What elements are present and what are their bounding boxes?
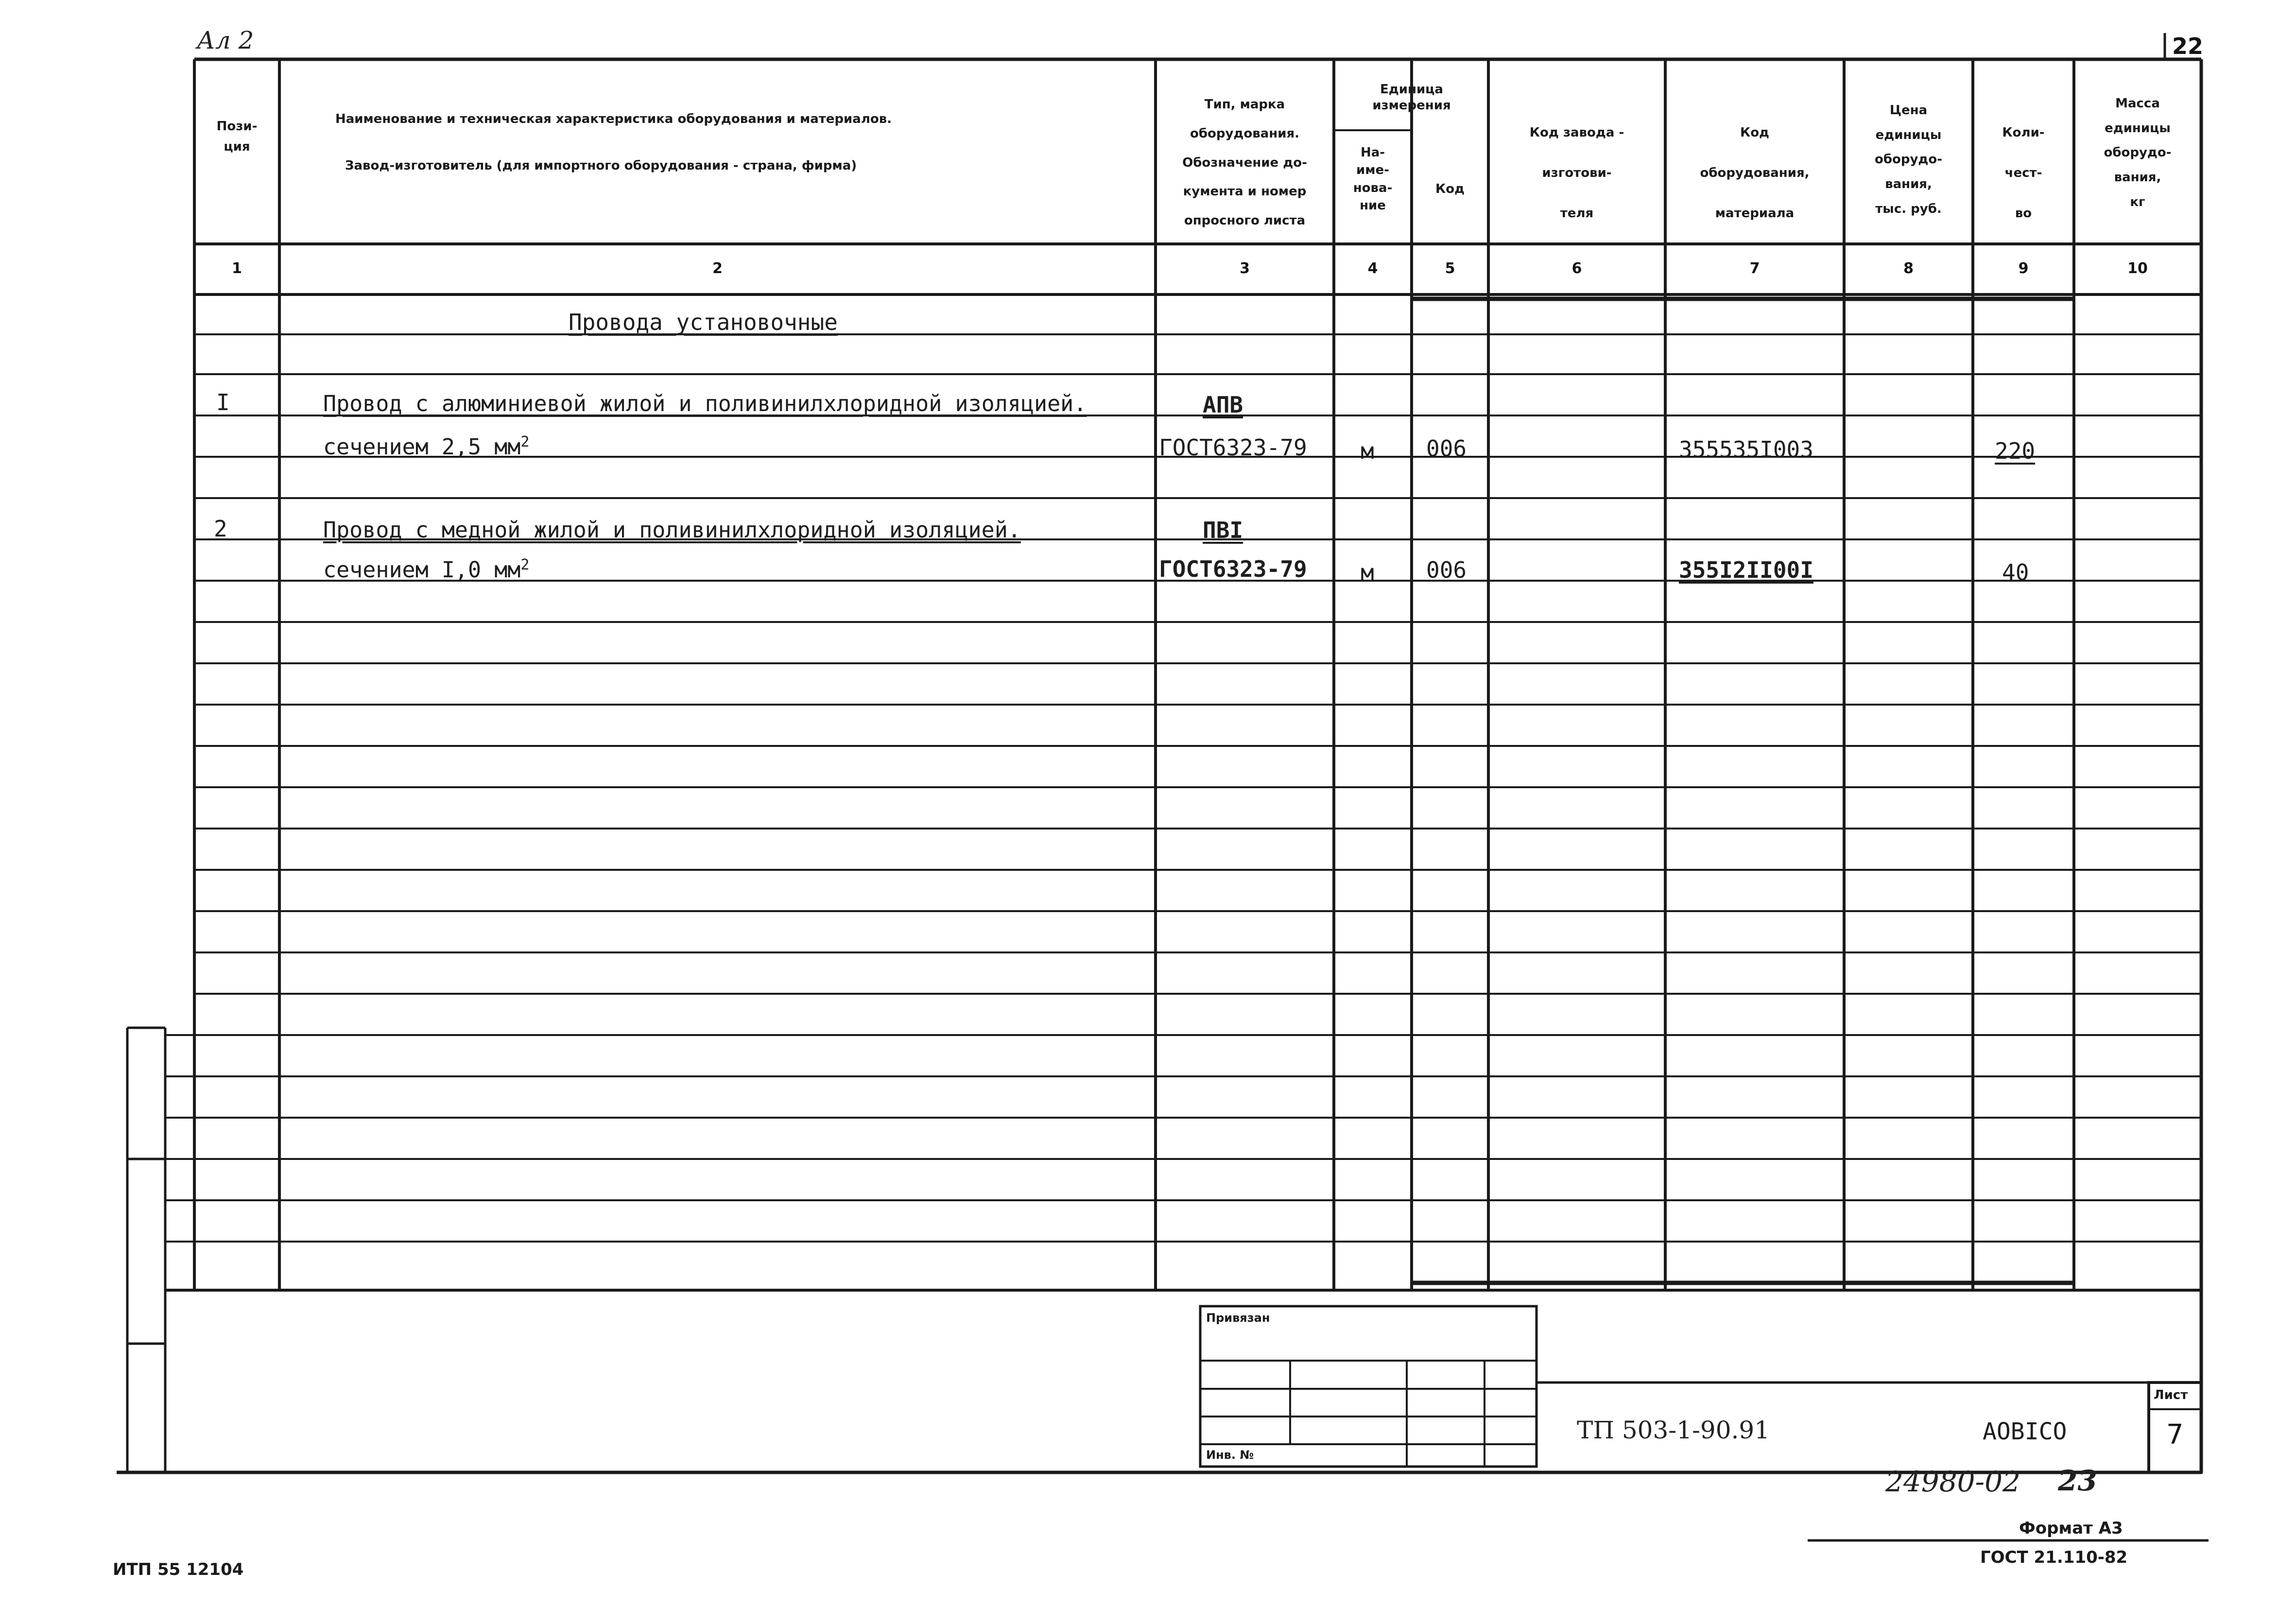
item-1-material-code: 355535I003 bbox=[1679, 436, 1813, 463]
item-1-standard: ГОСТ6323-79 bbox=[1159, 434, 1307, 461]
doc-name: АОВIСО bbox=[1983, 1418, 2067, 1445]
col-header-name-line1: Наименование и техническая характеристика оборудования и материалов. bbox=[335, 112, 892, 126]
col-header-unit-group: Единица измерения bbox=[1372, 82, 1451, 113]
item-2-name-line2 bbox=[323, 558, 529, 581]
item-2-name-sup: 2 bbox=[520, 556, 530, 573]
col-header-name-line2: Завод-изготовитель (для импортного оборудования - страна, фирма) bbox=[345, 158, 857, 173]
col-number-5: 5 bbox=[1445, 260, 1455, 277]
item-2-standard: ГОСТ6323-79 bbox=[1159, 556, 1307, 582]
item-1-name-line1: Провод с алюминиевой жилой и поливинилхлоридной изоляцией. bbox=[323, 391, 1087, 416]
col-header-position: Пози- ция bbox=[216, 119, 258, 154]
item-2-quantity: 40 bbox=[2002, 559, 2029, 586]
sheet-label: Лист bbox=[2154, 1388, 2188, 1402]
doc-code: ТП 503-1-90.91 bbox=[1577, 1416, 1770, 1444]
stamp-inv-label: Инв. № bbox=[1206, 1448, 1254, 1462]
format-label: Формат А3 bbox=[2019, 1519, 2123, 1538]
handwritten-code: 24980-02 bbox=[1885, 1465, 2020, 1498]
col-number-1: 1 bbox=[232, 260, 242, 277]
col-header-quantity: Коли- чест- во bbox=[2002, 125, 2045, 221]
item-1-position: I bbox=[216, 389, 230, 415]
col-number-6: 6 bbox=[1571, 260, 1582, 277]
col-number-9: 9 bbox=[2018, 260, 2029, 277]
item-2-unit-name: м bbox=[1361, 559, 1374, 586]
col-header-material-code: Код оборудования, материала bbox=[1700, 125, 1810, 221]
item-2-name-line1: Провод с медной жилой и поливинилхлоридной изоляцией. bbox=[323, 517, 1021, 543]
col-header-unit-name: На- име- нова- ние bbox=[1353, 145, 1393, 213]
item-1-name-text: сечением 2,5 мм bbox=[323, 434, 521, 460]
item-2-type: ПВI bbox=[1203, 517, 1243, 543]
footer-standard: ГОСТ 21.110-82 bbox=[1980, 1548, 2128, 1567]
col-number-7: 7 bbox=[1749, 260, 1760, 277]
col-header-type: Тип, марка оборудования. Обозначение до- кумента и номер опросного листа bbox=[1182, 97, 1307, 228]
page-number: 22 bbox=[2172, 33, 2204, 59]
item-2-position: 2 bbox=[214, 516, 227, 542]
col-number-4: 4 bbox=[1367, 260, 1378, 277]
item-1-quantity: 220 bbox=[1995, 438, 2036, 464]
handwritten-page: 23 bbox=[2058, 1464, 2097, 1497]
item-1-unit-code: 006 bbox=[1426, 435, 1467, 462]
print-ref: ИТП 55 12104 bbox=[113, 1560, 244, 1579]
col-number-8: 8 bbox=[1903, 260, 1914, 277]
item-2-unit-code: 006 bbox=[1426, 557, 1467, 583]
col-number-3: 3 bbox=[1240, 260, 1250, 277]
item-2-name-text: сечением I,0 мм bbox=[323, 557, 521, 583]
item-2-material-code: 355I2II00I bbox=[1679, 557, 1813, 583]
col-header-mass: Масса единицы оборудо- вания, кг bbox=[2104, 96, 2172, 209]
col-header-maker-code: Код завода - изготови- теля bbox=[1529, 125, 1624, 221]
col-number-10: 10 bbox=[2127, 260, 2148, 277]
item-1-name-line2 bbox=[323, 435, 529, 458]
col-number-2: 2 bbox=[712, 260, 723, 277]
col-header-price: Цена единицы оборудо- вания, тыс. руб. bbox=[1874, 103, 1943, 216]
item-1-type: АПВ bbox=[1203, 392, 1243, 418]
item-1-unit-name: м bbox=[1361, 438, 1374, 464]
item-1-name-sup: 2 bbox=[520, 433, 530, 450]
sheet-mark: Ал 2 bbox=[197, 26, 254, 54]
sheet-number: 7 bbox=[2166, 1419, 2184, 1451]
section-title: Провода установочные bbox=[569, 309, 838, 335]
col-header-unit-code: Код bbox=[1435, 182, 1465, 196]
stamp-linked-label: Привязан bbox=[1206, 1311, 1270, 1325]
